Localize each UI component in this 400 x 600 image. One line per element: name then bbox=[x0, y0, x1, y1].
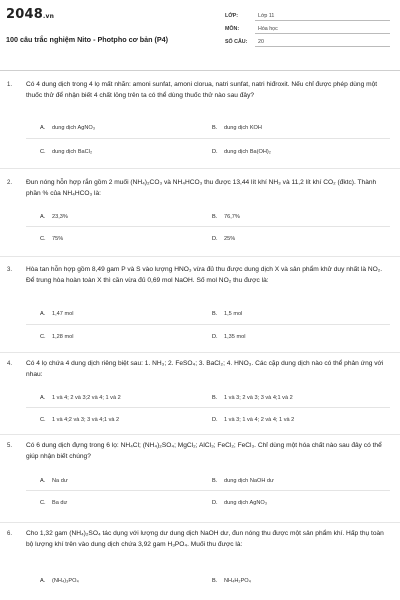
option-b[interactable] bbox=[212, 578, 251, 584]
option-letter: B. bbox=[212, 214, 218, 220]
option-text: 76,7% bbox=[224, 214, 240, 220]
option-letter: A. bbox=[40, 478, 46, 484]
option-letter: C. bbox=[40, 334, 46, 340]
option-b[interactable] bbox=[212, 125, 262, 131]
option-c[interactable] bbox=[40, 236, 63, 242]
subject-value: Hóa học bbox=[258, 26, 278, 32]
option-letter: C. bbox=[40, 500, 46, 506]
option-a[interactable] bbox=[40, 311, 73, 317]
option-text: (NH₄)₃PO₄ bbox=[52, 578, 79, 584]
option-letter: C. bbox=[40, 417, 46, 423]
meta-info bbox=[225, 10, 390, 49]
question-number: 4. bbox=[7, 361, 13, 367]
class-label: LỚP: bbox=[225, 13, 239, 19]
meta-class bbox=[225, 10, 390, 23]
option-c[interactable] bbox=[40, 149, 92, 155]
option-text: 1 và 3; 2 và 3; 3 và 4;1 và 2 bbox=[224, 395, 293, 401]
option-text: NH₄H₂PO₄ bbox=[224, 578, 251, 584]
option-text: 1 và 4;2 và 3; 3 và 4;1 và 2 bbox=[52, 417, 120, 423]
option-a[interactable] bbox=[40, 214, 68, 220]
meta-subject bbox=[225, 23, 390, 36]
option-divider bbox=[26, 138, 390, 139]
question-text: Đun nóng hỗn hợp rắn gồm 2 muối (NH₄)₂CO₃ và NH₄HCO₃ thu được 13,44 lít khí NH₃ và 11,2 lít khí CO₂ (đktc). Thành phần % của NH₄HCO₃ là: bbox=[26, 179, 377, 197]
option-letter: C. bbox=[40, 236, 46, 242]
option-letter: D. bbox=[212, 417, 218, 423]
question-text: Có 4 lọ chứa 4 dung dịch riêng biệt sau: 1. NH₃; 2. FeSO₄; 3. BaCl₂; 4. HNO₃. Các cặp dung dịch nào có thể phản ứng với nhau: bbox=[26, 360, 384, 378]
question-number: 1. bbox=[7, 82, 13, 88]
option-letter: A. bbox=[40, 395, 46, 401]
option-text: Na dư bbox=[52, 478, 68, 484]
option-letter: A. bbox=[40, 311, 46, 317]
option-text: dung dịch Ba(OH)₂ bbox=[224, 149, 271, 155]
option-letter: B. bbox=[212, 311, 218, 317]
option-a[interactable] bbox=[40, 578, 79, 584]
option-c[interactable] bbox=[40, 500, 67, 506]
option-text: dung dịch KOH bbox=[224, 125, 262, 131]
option-a[interactable] bbox=[40, 125, 95, 131]
class-value: Lớp 11 bbox=[258, 13, 275, 19]
header-divider bbox=[0, 70, 400, 71]
option-d[interactable] bbox=[212, 500, 267, 506]
question-number: 2. bbox=[7, 180, 13, 186]
option-divider bbox=[26, 407, 390, 408]
option-divider bbox=[26, 324, 390, 325]
option-letter: B. bbox=[212, 125, 218, 131]
option-letter: A. bbox=[40, 214, 46, 220]
option-text: 25% bbox=[224, 236, 236, 242]
option-a[interactable] bbox=[40, 395, 121, 401]
question-text: Có 4 dung dịch trong 4 lọ mất nhãn: amoni sunfat, amoni clorua, natri sunfat, natri hiđroxit. Nếu chỉ được phép dùng một thuốc thử để nhận biết 4 chất lỏng trên ta có thể dùng thuốc thử nào sau đây? bbox=[26, 81, 378, 99]
question-divider bbox=[0, 522, 400, 523]
option-d[interactable] bbox=[212, 236, 235, 242]
question-number: 5. bbox=[7, 443, 13, 449]
option-text: 1,47 mol bbox=[52, 311, 74, 317]
meta-divider bbox=[255, 33, 390, 34]
question-number: 6. bbox=[7, 531, 13, 537]
option-text: 75% bbox=[52, 236, 64, 242]
brand-logo[interactable] bbox=[6, 7, 54, 22]
option-divider bbox=[26, 490, 390, 491]
brand-suffix: .vn bbox=[42, 13, 55, 20]
option-text: 1 và 4; 2 và 3;2 và 4; 1 và 2 bbox=[52, 395, 121, 401]
subject-label: MÔN: bbox=[225, 26, 240, 32]
option-letter: B. bbox=[212, 478, 218, 484]
option-letter: D. bbox=[212, 334, 218, 340]
question-text: Có 6 dung dịch đựng trong 6 lọ: NH₄Cl; (NH₄)₂SO₄; MgCl₂; AlCl₃; FeCl₂; FeCl₃. Chỉ dùng một hóa chất nào sau đây có thể giúp nhận biết chúng? bbox=[26, 442, 382, 460]
option-b[interactable] bbox=[212, 395, 293, 401]
option-text: dung dịch AgNO₃ bbox=[224, 500, 268, 506]
option-letter: C. bbox=[40, 149, 46, 155]
option-letter: A. bbox=[40, 125, 46, 131]
option-d[interactable] bbox=[212, 334, 245, 340]
question-divider bbox=[0, 168, 400, 169]
option-text: dung dịch BaCl₂ bbox=[52, 149, 93, 155]
meta-divider bbox=[255, 46, 390, 47]
question-number: 3. bbox=[7, 267, 13, 273]
option-letter: B. bbox=[212, 395, 218, 401]
option-b[interactable] bbox=[212, 478, 274, 484]
option-text: dung dịch AgNO₃ bbox=[52, 125, 96, 131]
option-b[interactable] bbox=[212, 311, 242, 317]
option-c[interactable] bbox=[40, 417, 119, 423]
option-text: dung dịch NaOH dư bbox=[224, 478, 274, 484]
option-text: 1,5 mol bbox=[224, 311, 243, 317]
question-text: Hòa tan hỗn hợp gồm 8,49 gam P và S vào lượng HNO₃ vừa đủ thu được dung dịch X và sản phẩm khử duy nhất là NO₂. Để trung hòa hoàn toàn X thì cần vừa đủ 0,69 mol NaOH. Số mol NO₂ thu được là: bbox=[26, 266, 383, 284]
option-letter: D. bbox=[212, 500, 218, 506]
page-header bbox=[0, 0, 400, 66]
option-a[interactable] bbox=[40, 478, 68, 484]
option-text: 23,3% bbox=[52, 214, 68, 220]
page-title: 100 câu trắc nghiệm Nito - Photpho cơ bản (P4) bbox=[6, 35, 169, 44]
meta-count bbox=[225, 36, 390, 49]
question-divider bbox=[0, 352, 400, 353]
option-c[interactable] bbox=[40, 334, 73, 340]
count-label: SỐ CÂU: bbox=[225, 39, 248, 45]
option-letter: B. bbox=[212, 578, 218, 584]
option-d[interactable] bbox=[212, 417, 294, 423]
option-text: 1,35 mol bbox=[224, 334, 246, 340]
question-divider bbox=[0, 434, 400, 435]
option-d[interactable] bbox=[212, 149, 271, 155]
option-b[interactable] bbox=[212, 214, 240, 220]
option-divider bbox=[26, 226, 390, 227]
option-letter: A. bbox=[40, 578, 46, 584]
meta-divider bbox=[255, 20, 390, 21]
question-text: Cho 1,32 gam (NH₄)₂SO₄ tác dụng với lượng dư dung dịch NaOH dư, đun nóng thu được một sản phẩm khí. Hấp thụ toàn bộ lượng khí trên vào dung dịch chứa 3,92 gam H₃PO₄. Muối thu được là: bbox=[26, 530, 384, 548]
option-text: 1,28 mol bbox=[52, 334, 74, 340]
option-text: 1 và 3; 1 và 4; 2 và 4; 1 và 2 bbox=[224, 417, 295, 423]
brand-name: 2048 bbox=[6, 7, 43, 22]
count-value: 20 bbox=[258, 39, 264, 45]
option-letter: D. bbox=[212, 236, 218, 242]
option-letter: D. bbox=[212, 149, 218, 155]
option-text: Ba dư bbox=[52, 500, 68, 506]
question-divider bbox=[0, 256, 400, 257]
